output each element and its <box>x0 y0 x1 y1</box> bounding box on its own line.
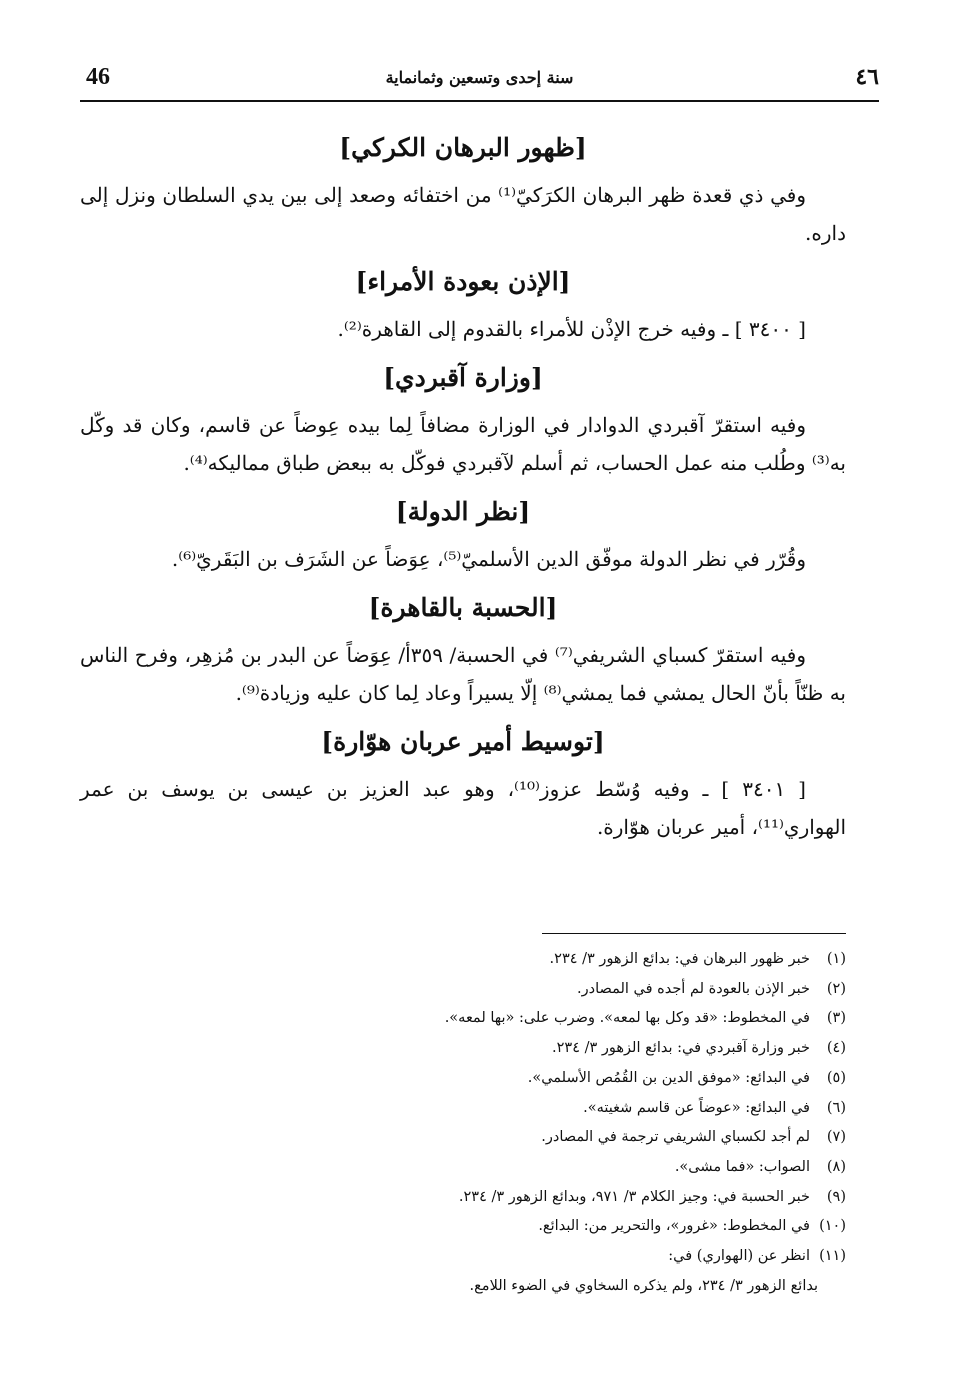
paragraph: وفي ذي قعدة ظهر البرهان الكرَكيّ⁽¹⁾ من اختفائه وصعد إلى بين يدي السلطان ونزل إلى داره. <box>80 183 846 245</box>
paragraph: وفيه استقرّ كسباي الشريفي⁽⁷⁾ في الحسبة/ ٣٥٩أ/ عِوَضاً عن البدر بن مُزهِر، وفرح الناس به ظنّاً بأنّ الحال يمشي فما يمشي⁽⁸⁾ إلّا يسيراً وعاد لِما كان عليه وزيادة⁽⁹⁾. <box>80 643 846 705</box>
footnote-number: (٧) <box>826 1129 846 1146</box>
footnote <box>180 975 846 1005</box>
footnote-number: (٦) <box>826 1099 846 1116</box>
page-header <box>80 60 879 100</box>
footnote <box>180 945 846 975</box>
section-heading: [نظر الدولة] <box>395 497 531 526</box>
footnote-text: في المخطوط: «غرور»، والتحرير من: البدائع. <box>538 1218 810 1235</box>
footnote <box>180 1183 846 1213</box>
section-heading: [الإذن بعودة الأمراء] <box>355 267 571 296</box>
footnote-text: لم أجد لكسباي الشريفي ترجمة في المصادر. <box>541 1129 810 1146</box>
paragraph: وفيه استقرّ آقبردي الدوادار في الوزارة مضافاً لِما بيده عِوضاً عن قاسم، وكان قد وكّل به⁽³⁾ وطُلب منه عمل الحساب، ثم أسلم لآقبردي فوكّل به ببعض طباق مماليكه⁽⁴⁾. <box>80 413 846 475</box>
footnote-number: (١١) <box>819 1248 846 1265</box>
footnote-number: (٤) <box>826 1040 846 1057</box>
section-heading: [توسيط أمير عربان هوّارة] <box>321 727 605 756</box>
footnote-text: خبر الحسبة في: وجيز الكلام ٣/ ٩٧١، وبدائع الزهور ٣/ ٢٣٤. <box>458 1188 810 1205</box>
section-heading: [وزارة آقبردي] <box>383 363 543 392</box>
footnote-text: في البدائع: «عوضاً عن قاسم شغيته». <box>583 1099 810 1116</box>
main-text <box>80 118 846 850</box>
footnote-text: خبر ظهور البرهان في: بدائع الزهور ٣/ ٢٣٤. <box>549 951 810 967</box>
footnote-number: (٨) <box>826 1158 846 1175</box>
page-number-latin: 46 <box>86 64 110 90</box>
section-heading: [ظهور البرهان الكركي] <box>339 133 587 162</box>
footnote-number: (٣) <box>826 1010 846 1027</box>
footnote <box>180 1064 846 1094</box>
footnote-text: الصواب: «فما مشى». <box>674 1158 810 1175</box>
footnote-text: في البدائع: «موفق الدين بن القُمُص الأسلمي». <box>527 1069 810 1086</box>
footnote-number: (١) <box>826 951 846 967</box>
header-rule <box>80 100 879 102</box>
footnote-number: (٩) <box>826 1188 846 1205</box>
paragraph: [ ٣٤٠٠ ] ـ وفيه خرج الإذْن للأمراء بالقدوم إلى القاهرة⁽²⁾. <box>337 317 806 341</box>
footnote <box>180 1004 846 1034</box>
footnote <box>180 1242 846 1272</box>
paragraph: [ ٣٤٠١ ] ـ وفيه وُسّط عزوز⁽¹⁰⁾، وهو عبد العزيز بن عيسى بن يوسف بن عمر الهواري⁽¹¹⁾، أمير عربان هوّارة. <box>80 777 846 839</box>
running-title: سنة إحدى وتسعين وثمانماية <box>385 68 574 87</box>
page-number-arabic: ٤٦ <box>855 64 879 90</box>
footnote <box>180 1094 846 1124</box>
footnote <box>180 1153 846 1183</box>
footnote-number: (١٠) <box>819 1218 846 1235</box>
footnote <box>180 1034 846 1064</box>
footnote-text: خبر الإذن بالعودة لم أجده في المصادر. <box>577 980 810 997</box>
footnote-separator <box>542 933 846 934</box>
footnote-text: انظر عن (الهواري) في: <box>668 1248 810 1265</box>
footnote <box>180 1212 846 1242</box>
footnote-continuation: بدائع الزهور ٣/ ٢٣٤، ولم يذكره السخاوي في الضوء اللامع. <box>469 1277 818 1294</box>
paragraph: وقُرّر في نظر الدولة موفّق الدين الأسلميّ⁽⁵⁾، عِوَضاً عن الشَرَف بن البَقَريّ⁽⁶⁾. <box>171 547 806 571</box>
footnotes <box>180 945 846 1301</box>
footnote-number: (٥) <box>826 1069 846 1086</box>
footnote-text: في المخطوط: «قد وكل بها لمعه». وضرب على: «بها لمعه». <box>444 1010 810 1027</box>
footnote-number: (٢) <box>826 980 846 997</box>
footnote-text: خبر وزارة آقبردي في: بدائع الزهور ٣/ ٢٣٤. <box>552 1040 810 1057</box>
section-heading: [الحسبة بالقاهرة] <box>368 593 558 622</box>
footnote <box>180 1123 846 1153</box>
